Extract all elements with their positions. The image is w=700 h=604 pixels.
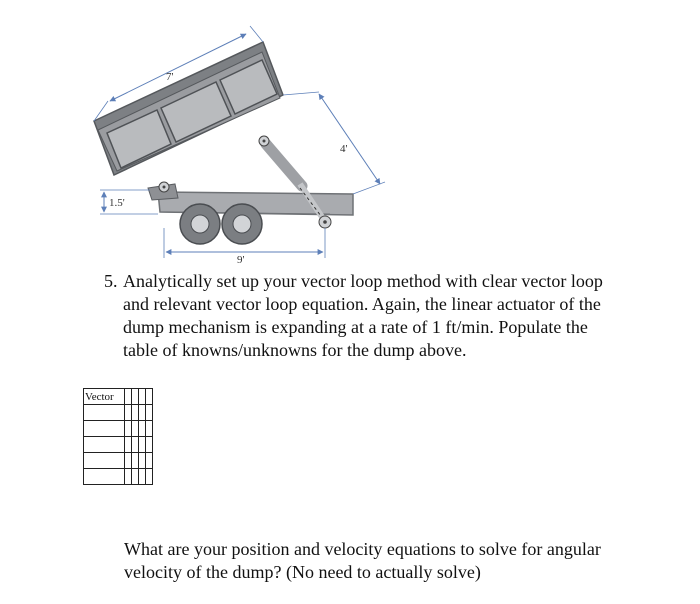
knowns-unknowns-table [83, 388, 153, 485]
follow-up-question: What are your position and velocity equations to solve for angular velocity of the dump? (No need to actually solve) [124, 539, 601, 582]
table-cell [146, 469, 153, 485]
table-cell [139, 469, 146, 485]
table-cell [125, 453, 132, 469]
wheel-left [180, 204, 220, 244]
table-cell [125, 405, 132, 421]
table-row [84, 405, 153, 421]
table-row [84, 453, 153, 469]
table-cell [84, 421, 125, 437]
problem-number: 5. [104, 271, 118, 291]
problem-5 [104, 270, 624, 362]
table-cell [132, 453, 139, 469]
table-cell [84, 405, 125, 421]
dim-label-height: 1.5' [109, 197, 125, 209]
table-cell [139, 453, 146, 469]
table-cell [139, 389, 146, 405]
table-row [84, 437, 153, 453]
dim-label-top: 7' [166, 71, 174, 83]
table-cell [139, 405, 146, 421]
table-cell [84, 453, 125, 469]
table-cell [139, 421, 146, 437]
table-cell [146, 453, 153, 469]
actuator-barrel [266, 144, 302, 186]
dump-truck-figure [0, 0, 700, 270]
table-cell [146, 405, 153, 421]
table-header-vector: Vector [84, 389, 125, 405]
table-cell [84, 469, 125, 485]
table-cell [84, 437, 125, 453]
table-cell [146, 437, 153, 453]
table-cell [132, 421, 139, 437]
dim-label-diagonal: 4' [340, 143, 348, 155]
table-cell [146, 421, 153, 437]
table-cell [132, 469, 139, 485]
table-header-row [84, 389, 153, 405]
table-cell [125, 469, 132, 485]
table-cell [132, 405, 139, 421]
table-cell [132, 389, 139, 405]
table-cell [125, 389, 132, 405]
table-row [84, 469, 153, 485]
problem-text: Analytically set up your vector loop method with clear vector loop and relevant vector loop equation. Again, the linear actuator of the dump mechanism is expanding at a rate of 1 ft/min. Populate the table of knowns/unknowns for the dump above. [123, 271, 603, 360]
table-cell [139, 437, 146, 453]
wheel-right [222, 204, 262, 244]
table-cell [125, 421, 132, 437]
table-row [84, 421, 153, 437]
dim-line-diagonal [319, 94, 380, 184]
dim-label-bottom: 9' [237, 254, 245, 266]
table-cell [146, 389, 153, 405]
table-cell [125, 437, 132, 453]
table-cell [132, 437, 139, 453]
